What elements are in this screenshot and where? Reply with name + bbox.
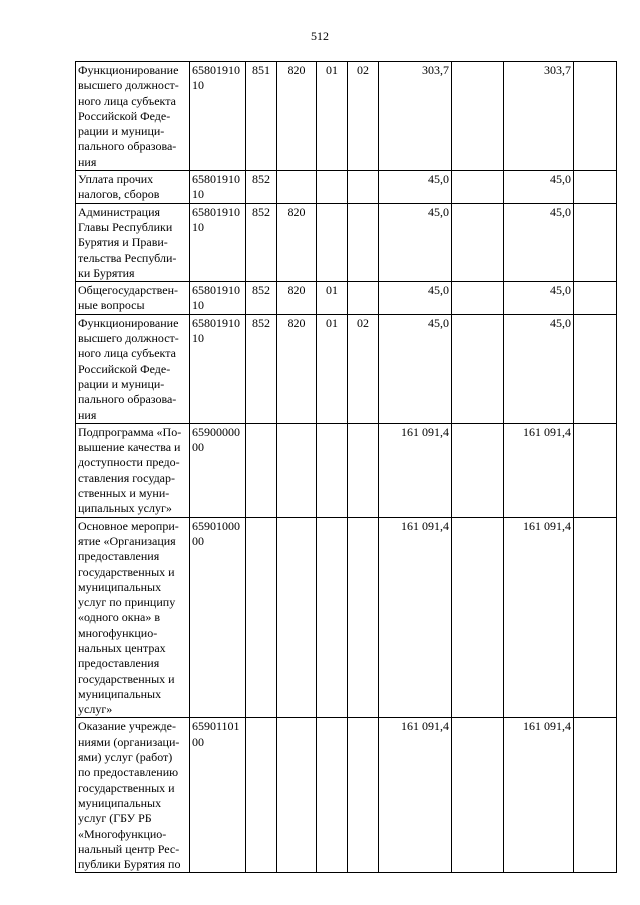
section-cell: 01	[317, 282, 348, 315]
cell-line: рации и муници-	[78, 124, 165, 139]
amount-cell: 303,7	[379, 62, 452, 171]
activity-name-cell	[76, 314, 190, 423]
table-row	[76, 517, 617, 718]
total-amount-cell: 303,7	[504, 62, 574, 171]
cell-line: предоставления	[78, 656, 160, 671]
cell-line: 65901000	[192, 518, 240, 533]
empty-cell	[574, 203, 617, 281]
amount-cell: 45,0	[379, 171, 452, 204]
subsection-cell	[348, 282, 379, 315]
cell-line: тельства Республи-	[78, 250, 177, 265]
subsection-cell: 02	[348, 314, 379, 423]
cell-line: 00	[192, 734, 204, 749]
cell-line: ния	[78, 407, 97, 422]
cell-line: Общегосударствен-	[78, 283, 179, 298]
activity-name-cell	[76, 62, 190, 171]
cell-line: ятие «Организация	[78, 533, 176, 548]
cell-line: 10	[192, 187, 204, 202]
empty-cell	[452, 203, 504, 281]
cell-line: ные вопросы	[78, 298, 145, 313]
expense-type-cell	[246, 718, 277, 873]
target-article-cell	[190, 282, 246, 315]
page-number: 512	[311, 29, 329, 43]
cell-line: муниципальных	[78, 686, 162, 701]
cell-line: ния	[78, 154, 97, 169]
cell-line: пального образова-	[78, 139, 177, 154]
cell-line: пального образова-	[78, 392, 177, 407]
cell-line: высшего должност-	[78, 331, 179, 346]
subsection-cell	[348, 203, 379, 281]
ministry-code-cell: 820	[277, 203, 317, 281]
cell-line: Оказание учрежде-	[78, 719, 176, 734]
expense-type-cell: 852	[246, 171, 277, 204]
cell-line: услуг»	[78, 702, 113, 717]
cell-line: «Многофункцио-	[78, 826, 167, 841]
cell-line: Функционирование	[78, 315, 179, 330]
cell-line: ного лица субъекта	[78, 346, 176, 361]
activity-name-cell	[76, 718, 190, 873]
ministry-code-cell: 820	[277, 282, 317, 315]
cell-line: услуг по принципу	[78, 595, 176, 610]
section-cell: 01	[317, 314, 348, 423]
cell-line: ципальных услуг»	[78, 501, 172, 516]
section-cell	[317, 203, 348, 281]
subsection-cell: 02	[348, 62, 379, 171]
activity-name-cell	[76, 203, 190, 281]
cell-line: 65801910	[192, 283, 240, 298]
expense-type-cell	[246, 423, 277, 517]
table-row	[76, 171, 617, 204]
empty-cell	[574, 282, 617, 315]
subsection-cell	[348, 423, 379, 517]
activity-name-cell	[76, 423, 190, 517]
cell-line: муниципальных	[78, 795, 162, 810]
ministry-code-cell	[277, 423, 317, 517]
amount-cell: 161 091,4	[379, 718, 452, 873]
empty-cell	[574, 62, 617, 171]
budget-table-body	[76, 62, 617, 873]
cell-line: «одного окна» в	[78, 610, 161, 625]
table-row	[76, 62, 617, 171]
cell-line: 10	[192, 78, 204, 93]
cell-line: ственных и муни-	[78, 486, 170, 501]
cell-line: 65801910	[192, 204, 240, 219]
subsection-cell	[348, 517, 379, 718]
cell-line: высшего должност-	[78, 78, 179, 93]
empty-cell	[452, 718, 504, 873]
total-amount-cell: 161 091,4	[504, 517, 574, 718]
cell-line: Основное меропри-	[78, 518, 179, 533]
subsection-cell	[348, 718, 379, 873]
amount-cell: 161 091,4	[379, 423, 452, 517]
cell-line: ки Бурятия	[78, 265, 135, 280]
cell-line: многофункцио-	[78, 625, 158, 640]
total-amount-cell: 45,0	[504, 171, 574, 204]
cell-line: рации и муници-	[78, 376, 165, 391]
expense-type-cell: 852	[246, 282, 277, 315]
empty-cell	[452, 517, 504, 718]
target-article-cell	[190, 718, 246, 873]
section-cell	[317, 423, 348, 517]
activity-name-cell	[76, 282, 190, 315]
cell-line: государственных и	[78, 671, 175, 686]
empty-cell	[574, 517, 617, 718]
activity-name-cell	[76, 517, 190, 718]
cell-line: 65900000	[192, 424, 240, 439]
expense-type-cell	[246, 517, 277, 718]
empty-cell	[452, 423, 504, 517]
cell-line: 65801910	[192, 172, 240, 187]
total-amount-cell: 161 091,4	[504, 423, 574, 517]
budget-table	[75, 61, 617, 873]
empty-cell	[452, 62, 504, 171]
empty-cell	[574, 718, 617, 873]
amount-cell: 161 091,4	[379, 517, 452, 718]
section-cell	[317, 171, 348, 204]
table-row	[76, 718, 617, 873]
amount-cell: 45,0	[379, 314, 452, 423]
cell-line: 65901101	[192, 719, 240, 734]
cell-line: предоставления	[78, 549, 160, 564]
ministry-code-cell: 820	[277, 62, 317, 171]
cell-line: Российской Феде-	[78, 361, 171, 376]
cell-line: муниципальных	[78, 579, 162, 594]
cell-line: государственных и	[78, 780, 175, 795]
expense-type-cell: 852	[246, 314, 277, 423]
cell-line: Администрация	[78, 204, 161, 219]
cell-line: ями) услуг (работ)	[78, 750, 173, 765]
cell-line: 00	[192, 533, 204, 548]
cell-line: Российской Феде-	[78, 108, 171, 123]
cell-line: нальный центр Рес-	[78, 841, 180, 856]
total-amount-cell: 45,0	[504, 282, 574, 315]
target-article-cell	[190, 314, 246, 423]
table-row	[76, 203, 617, 281]
cell-line: Бурятия и Прави-	[78, 235, 168, 250]
total-amount-cell: 161 091,4	[504, 718, 574, 873]
amount-cell: 45,0	[379, 203, 452, 281]
cell-line: по предоставлению	[78, 765, 179, 780]
total-amount-cell: 45,0	[504, 314, 574, 423]
target-article-cell	[190, 517, 246, 718]
cell-line: государственных и	[78, 564, 175, 579]
section-cell	[317, 517, 348, 718]
ministry-code-cell	[277, 171, 317, 204]
ministry-code-cell	[277, 517, 317, 718]
target-article-cell	[190, 62, 246, 171]
subsection-cell	[348, 171, 379, 204]
cell-line: 10	[192, 331, 204, 346]
empty-cell	[452, 282, 504, 315]
table-row	[76, 314, 617, 423]
cell-line: услуг (ГБУ РБ	[78, 811, 152, 826]
table-row	[76, 423, 617, 517]
cell-line: Подпрограмма «По-	[78, 424, 182, 439]
cell-line: 10	[192, 219, 204, 234]
total-amount-cell: 45,0	[504, 203, 574, 281]
cell-line: ниями (организаци-	[78, 734, 180, 749]
section-cell: 01	[317, 62, 348, 171]
cell-line: 65801910	[192, 315, 240, 330]
cell-line: ставления государ-	[78, 470, 175, 485]
empty-cell	[574, 423, 617, 517]
empty-cell	[452, 171, 504, 204]
ministry-code-cell	[277, 718, 317, 873]
empty-cell	[574, 171, 617, 204]
cell-line: публики Бурятия по	[78, 857, 181, 872]
cell-line: Функционирование	[78, 63, 179, 77]
target-article-cell	[190, 203, 246, 281]
cell-line: Главы Республики	[78, 219, 173, 234]
target-article-cell	[190, 423, 246, 517]
cell-line: налогов, сборов	[78, 187, 160, 202]
empty-cell	[452, 314, 504, 423]
table-row	[76, 282, 617, 315]
section-cell	[317, 718, 348, 873]
cell-line: нальных центрах	[78, 640, 166, 655]
ministry-code-cell: 820	[277, 314, 317, 423]
cell-line: Уплата прочих	[78, 172, 154, 187]
empty-cell	[574, 314, 617, 423]
cell-line: ного лица субъекта	[78, 93, 176, 108]
cell-line: доступности предо-	[78, 455, 180, 470]
expense-type-cell: 851	[246, 62, 277, 171]
activity-name-cell	[76, 171, 190, 204]
cell-line: 65801910	[192, 63, 240, 77]
target-article-cell	[190, 171, 246, 204]
cell-line: 00	[192, 440, 204, 455]
cell-line: вышение качества и	[78, 440, 181, 455]
expense-type-cell: 852	[246, 203, 277, 281]
amount-cell: 45,0	[379, 282, 452, 315]
cell-line: 10	[192, 298, 204, 313]
